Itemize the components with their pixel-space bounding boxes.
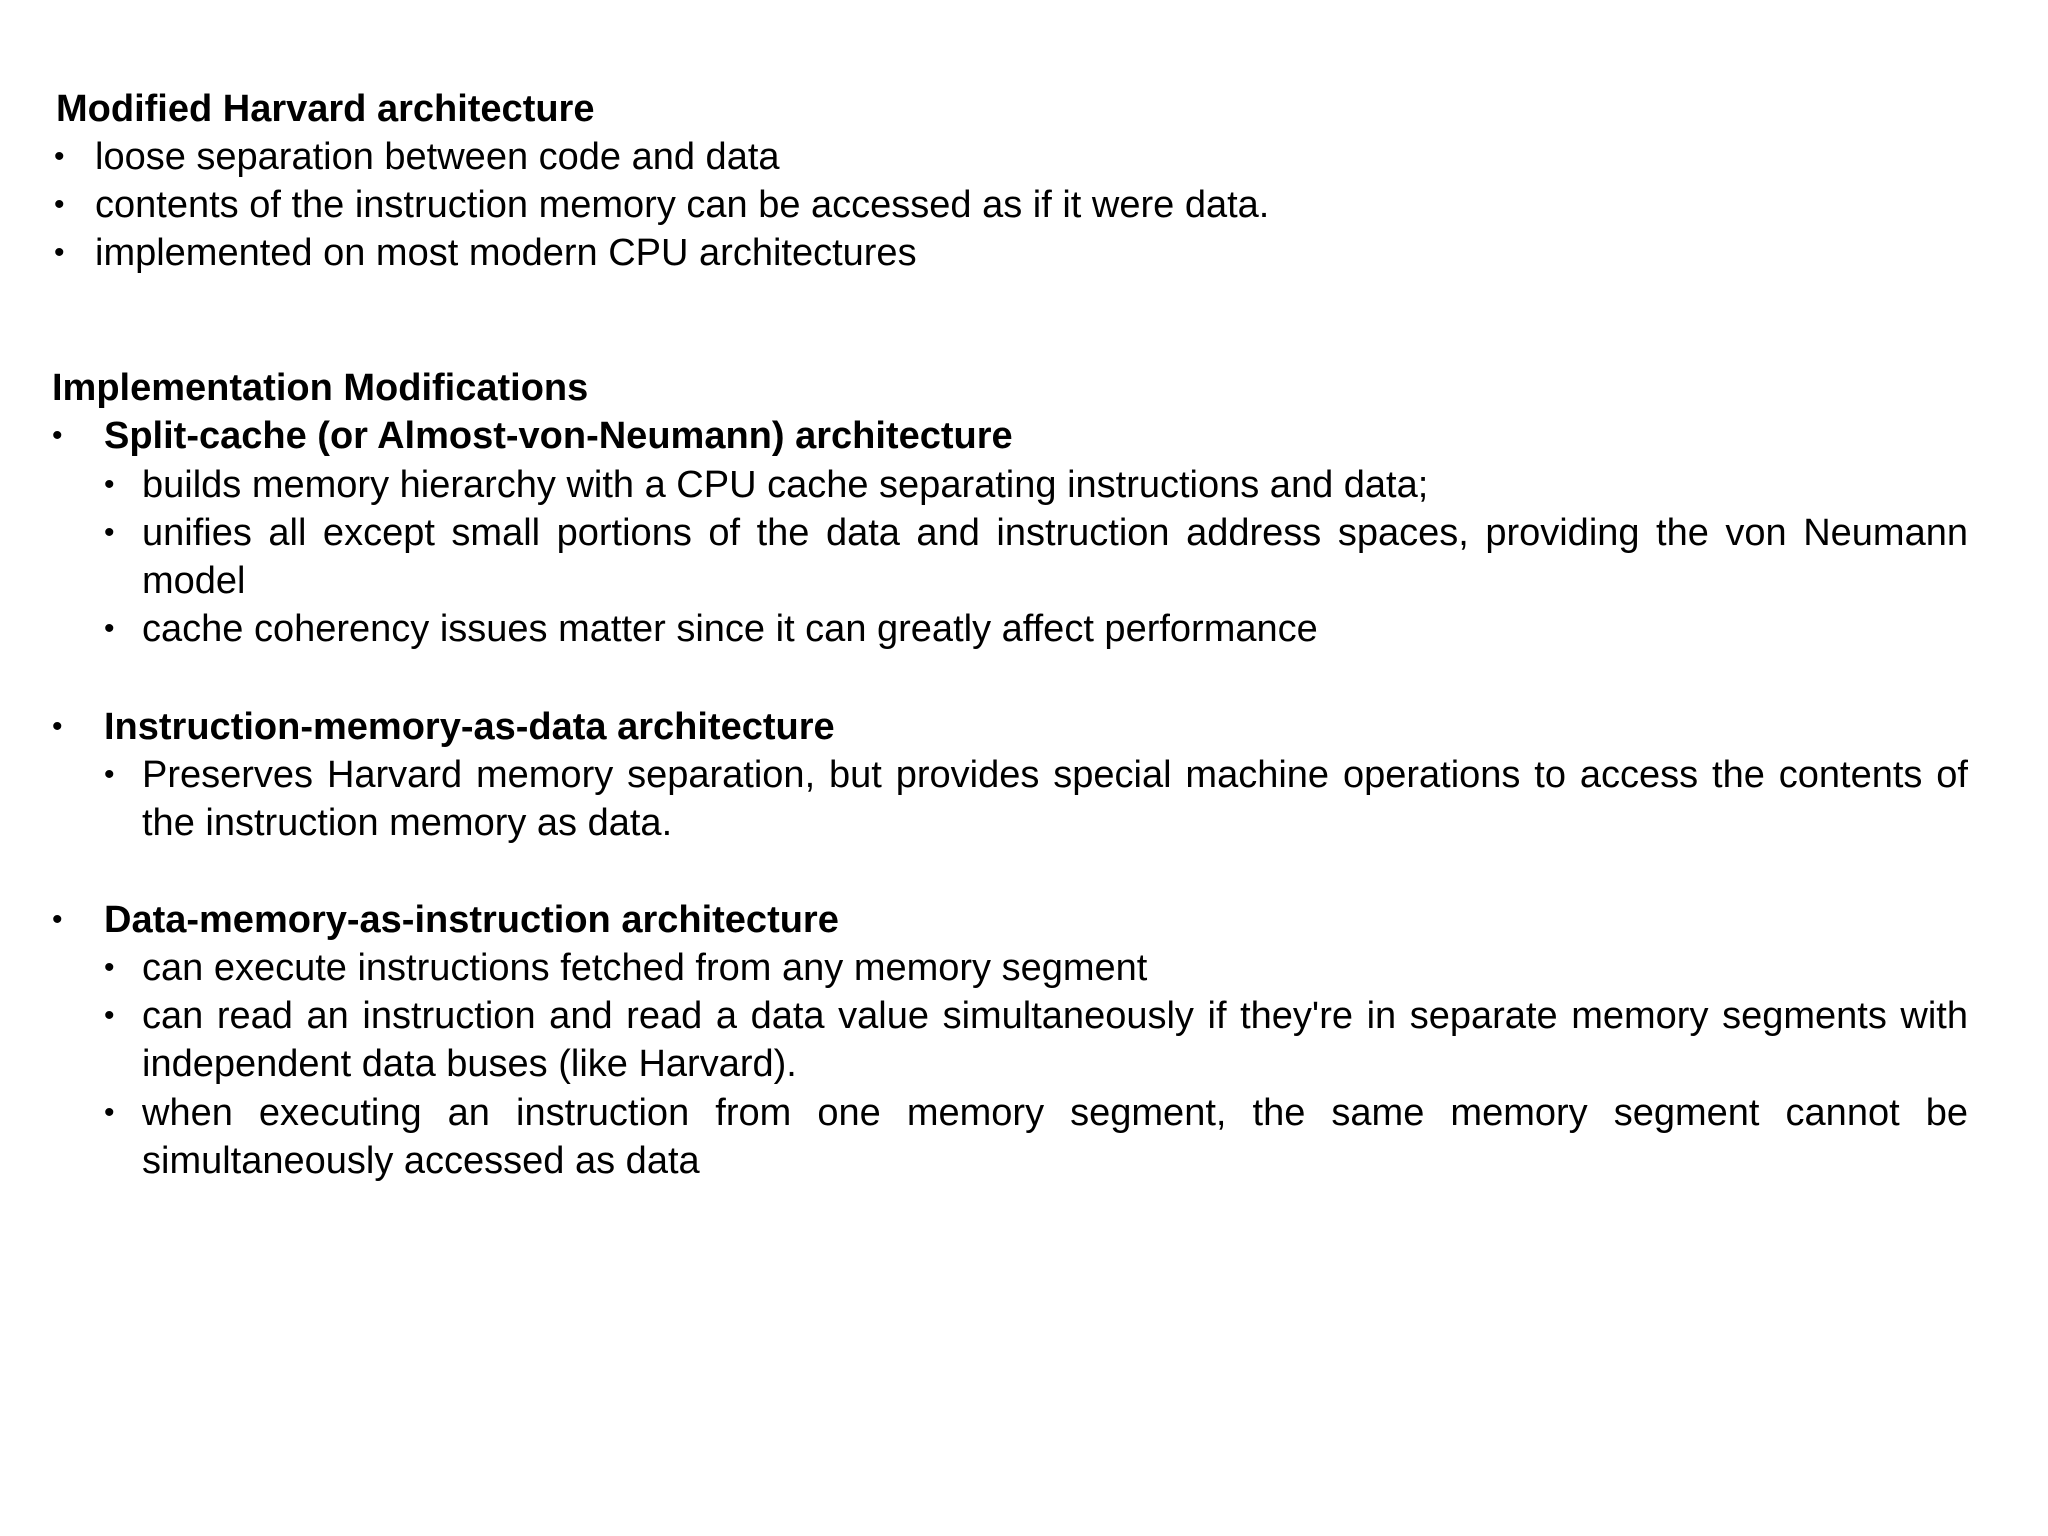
sub-bullet-text: cache coherency issues matter since it can greatly affect performance	[142, 608, 1318, 650]
sub-bullet-text: builds memory hierarchy with a CPU cache separating instructions and data;	[142, 464, 1429, 506]
bullet-text: contents of the instruction memory can be accessed as if it were data.	[95, 184, 1270, 226]
group-title-split-cache: Split-cache (or Almost-von-Neumann) architecture	[104, 415, 1013, 457]
sub-bullet-text: Preserves Harvard memory separation, but provides special machine operations to access the contents of the instruction memory as data.	[142, 754, 1968, 844]
group-title-data-memory-as-instruction: Data-memory-as-instruction architecture	[104, 899, 839, 941]
sub-bullet-icon: •	[104, 1096, 115, 1129]
sub-bullet-icon: •	[104, 758, 115, 791]
sub-bullet-icon: •	[104, 612, 115, 645]
bullet-text: implemented on most modern CPU architectures	[95, 232, 917, 274]
sub-bullet-text: can execute instructions fetched from any memory segment	[142, 947, 1148, 989]
section-heading-implementation-modifications: Implementation Modifications	[52, 367, 589, 409]
section-heading-modified-harvard: Modified Harvard architecture	[56, 88, 595, 130]
bullet-icon: •	[54, 188, 65, 221]
bullet-icon: •	[52, 903, 63, 936]
sub-bullet-icon: •	[104, 516, 115, 549]
bullet-icon: •	[52, 419, 63, 452]
bullet-icon: •	[54, 140, 65, 173]
bullet-icon: •	[52, 710, 63, 743]
sub-bullet-text: when executing an instruction from one memory segment, the same memory segment cannot be simultaneously accessed as data	[142, 1092, 1968, 1182]
bullet-text: loose separation between code and data	[95, 136, 780, 178]
bullet-icon: •	[54, 236, 65, 269]
sub-bullet-icon: •	[104, 999, 115, 1032]
group-title-instruction-memory-as-data: Instruction-memory-as-data architecture	[104, 706, 835, 748]
sub-bullet-icon: •	[104, 468, 115, 501]
sub-bullet-text: unifies all except small portions of the data and instruction address spaces, providing the von Neumann model	[142, 512, 1968, 602]
sub-bullet-icon: •	[104, 951, 115, 984]
sub-bullet-text: can read an instruction and read a data value simultaneously if they're in separate memory segments with independent data buses (like Harvard).	[142, 995, 1968, 1085]
